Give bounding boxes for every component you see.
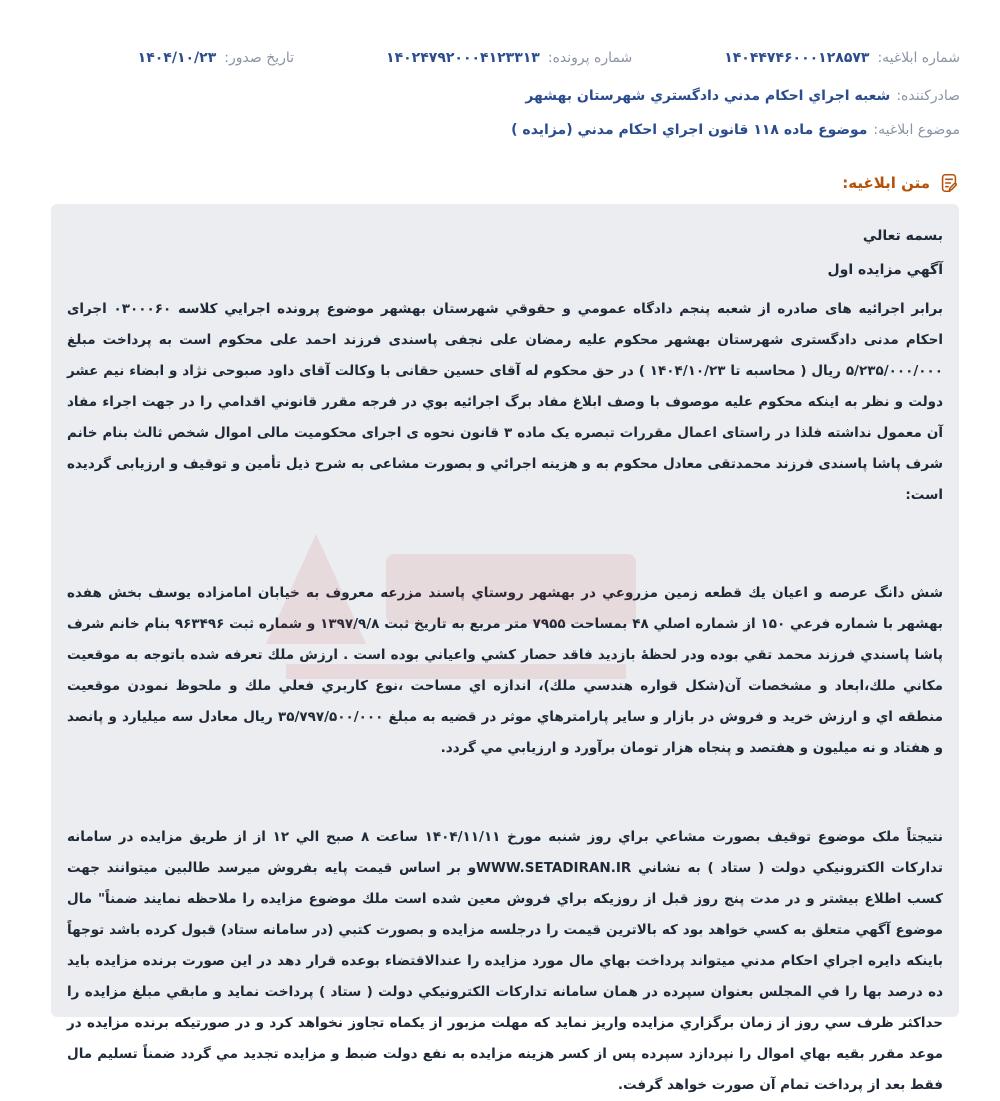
notice-number-label: شماره ابلاغيه: (877, 50, 960, 66)
issuer-value: شعبه اجراي احكام مدني دادگستري شهرستان بهشهر (525, 88, 891, 104)
bismillah-line: بسمه تعالي (862, 228, 943, 244)
notice-text-box (51, 204, 959, 1093)
notice-number (724, 50, 960, 66)
issuer-label: صادرکننده: (896, 88, 960, 104)
issue-date-label: تاريخ صدور: (224, 50, 295, 66)
paragraph-case-details: برابر اجرائيه هاى صادره از شعبه پنجم دادگاه عمومي و حقوقي شهرستان بهشهر موضوع پرونده اجرايي كلاسه ۰۳۰۰۰۶۰ اجراى احكام مدنى دادگسترى شهرستان بهشهر محكوم عليه رمضان على نجفى پاسندى فرزند احمد على محكوم است به پرداخت مبلغ ۵/۲۳۵/۰۰۰/۰۰۰ ريال ( محاسبه تا ۱۴۰۴/۱۰/۲۳ ) در حق محكوم له آقاى حسين حقانى با وكالت آقاى داود صبوحى نژاد و ابضاء نيم عشر دولت و نظر به اينكه محكوم عليه موصوف با وصف ابلاغ مفاد برگ اجرائيه بوي در فرجه مقرر قانوني اقدامي را در جهت اجراء مفاد آن معمول نداشته فلذا در راستاى اعمال مقررات تبصره يک ماده ۳ قانون نحوه ى اجراى محكوميت مالى اموال شخص ثالث بنام خانم شرف پاشا پاسندى فرزند محمدتقى معادل محكوم به و هزينه اجرائي و بصورت مشاعى به شرح ذيل تأمين و توقيف و ارزيابى گرديده است: (67, 301, 944, 503)
auction-title: آگهي مزايده اول (827, 262, 943, 278)
case-number (386, 50, 632, 66)
paragraph-auction-terms: نتيجتاً ملک موضوع توقيف بصورت مشاعي براي روز شنبه مورخ ۱۴۰۴/۱۱/۱۱ ساعت ۸ صبح الي ۱۲ از از طريق مزايده در سامانه تداركات الكترونيكي دولت ( ستاد ) به نشاني WWW.SETADIRAN.IRو بر اساس قيمت پايه بفروش ميرسد طالبين ميتوانند جهت كسب اطلاع بيشتر و در مدت پنج روز قبل از روزيكه براي فروش معين شده است ملك موضوع مزايده را ملاحظه نمايند ضمناً" مال موضوع آگهي متعلق به كسي خواهد بود كه بالاترين قيمت را درجلسه مزايده و بصورت كتبي (در سامانه ستاد) قبول كرده باشد توجهاً باينكه دايره اجراي احكام مدني ميتواند پرداخت بهاي مال مورد مزايده را عندالاقتضاء بوعده قرار دهد در اين صورت برنده مزايده بايد ده درصد بها را في المجلس بعنوان سپرده در همان سامانه تداركات الكترونيكي دولت ( ستاد ) پرداخت نمايد و مابقي مبلغ مزايده را حداكثر ظرف سي روز از زمان برگزاري مزايده واريز نمايد كه مهلت مزبور از يكماه تجاوز نخواهد كرد و در صورتيكه برنده مزايده در موعد مقرر بقيه بهاي اموال را نپردازد سپرده پس از كسر هزينه مزايده به نفع دولت ضبط و مزايده تجديد مي گردد ضمناً تسليم مال فقط بعد از پرداخت تمام آن صورت خواهد گرفت. (67, 829, 944, 1093)
subject-line (40, 118, 960, 142)
issuer-line (40, 84, 960, 108)
document-edit-icon (938, 172, 960, 194)
notice-text-title: متن ابلاغيه: (842, 174, 930, 192)
issue-date-value: ۱۴۰۴/۱۰/۲۳ (137, 50, 217, 66)
subject-value: موضوع ماده ۱۱۸ قانون اجراي احكام مدني (مزايده ) (511, 122, 868, 138)
notice-text-header (842, 170, 960, 196)
paragraph-property-details: شش دانگ عرصه و اعيان يك قطعه زمين مزروعي در بهشهر روستاي پاسند مزرعه معروف به خيابان امامزاده يوسف بخش هفده بهشهر با شماره فرعي ۱۵۰ از شماره اصلي ۴۸ بمساحت ۷۹۵۵ متر مربع به تاريخ ثبت ۱۳۹۷/۹/۸ و شماره ثبت ۹۶۳۴۹۶ بنام خانم شرف پاشا پاسندي فرزند محمد تقي بوده ودر لحظهٔ بازديد فاقد حصار كشي واعياني بوده است . ارزش ملك تعرفه شده باتوجه به موقعيت مكاني ملك،ابعاد و مشخصات آن(شكل قواره هندسي ملك)، اندازه اي مساحت ،نوع كاربري فعلي ملك و ملحوظ نمودن موقعيت منطقه اي و ارزش خريد و فروش در بازار و ساير پارامترهاي موثر در قضيه به مبلغ ۳۵/۷۹۷/۵۰۰/۰۰۰ ريال معادل سه ميليارد و پانصد و هفتاد و نه ميليون و هفتصد و پنجاه هزار تومان برآورد و ارزيابي مي گردد. (67, 585, 943, 756)
notice-number-value: ۱۴۰۴۴۷۴۶۰۰۰۱۲۸۵۷۳ (724, 50, 870, 66)
case-number-value: ۱۴۰۲۴۷۹۲۰۰۰۴۱۲۳۳۱۳ (386, 50, 540, 66)
case-number-label: شماره پرونده: (547, 50, 633, 66)
notice-meta-row (40, 44, 960, 72)
subject-label: موضوع ابلاغيه: (873, 122, 960, 138)
issue-date (138, 50, 294, 66)
